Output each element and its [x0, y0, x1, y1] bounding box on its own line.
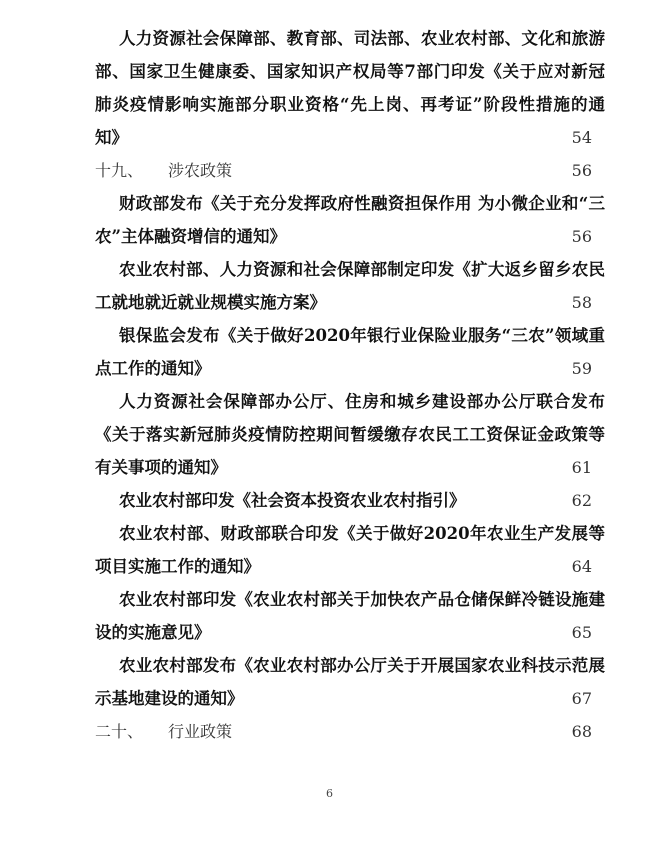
section-title: 行业政策	[168, 722, 233, 741]
section-number: 十九、	[95, 161, 144, 180]
toc-page-number: 65	[571, 623, 592, 642]
toc-page-number: 58	[571, 293, 592, 312]
toc-entry-line: 农业农村部、人力资源和社会保障部制定印发《扩大返乡留乡农民	[119, 260, 605, 279]
page-number-footer: 6	[326, 787, 333, 800]
toc-entry-line: 农”主体融资增信的通知》	[95, 227, 286, 246]
toc-entry-line: 工就地就近就业规模实施方案》	[95, 293, 326, 312]
toc-entry-line: 财政部发布《关于充分发挥政府性融资担保作用 为小微企业和“三	[119, 194, 605, 213]
toc-entry[interactable]	[0, 253, 659, 319]
toc-entry-line: 农业农村部印发《农业农村部关于加快农产品仓储保鲜冷链设施建	[119, 590, 605, 609]
toc-entry[interactable]	[0, 319, 659, 385]
toc-page-number: 56	[571, 161, 592, 180]
section-number: 二十、	[95, 722, 144, 741]
section-title: 涉农政策	[168, 161, 233, 180]
toc-page-number: 67	[571, 689, 592, 708]
toc-page-number: 62	[571, 491, 592, 510]
toc-page-number: 59	[571, 359, 592, 378]
toc-entry[interactable]	[0, 22, 659, 154]
toc-entry[interactable]	[0, 187, 659, 253]
table-of-contents	[0, 22, 659, 748]
toc-page-number: 56	[571, 227, 592, 246]
toc-page-number: 64	[571, 557, 592, 576]
toc-page-number: 68	[571, 722, 592, 741]
toc-page-number: 61	[571, 458, 592, 477]
toc-entry-line: 人力资源社会保障部、教育部、司法部、农业农村部、文化和旅游	[119, 29, 605, 48]
toc-section-heading[interactable]	[0, 715, 659, 748]
toc-entry[interactable]	[0, 517, 659, 583]
toc-entry[interactable]	[0, 583, 659, 649]
toc-entry-line: 示基地建设的通知》	[95, 689, 244, 708]
toc-entry-line: 农业农村部、财政部联合印发《关于做好2020年农业生产发展等	[119, 524, 605, 543]
toc-entry-line: 肺炎疫情影响实施部分职业资格“先上岗、再考证”阶段性措施的通	[95, 95, 605, 114]
toc-entry-line: 有关事项的通知》	[95, 458, 227, 477]
toc-entry-line: 项目实施工作的通知》	[95, 557, 260, 576]
toc-entry-line: 设的实施意见》	[95, 623, 211, 642]
toc-entry-line: 点工作的通知》	[95, 359, 211, 378]
toc-entry[interactable]	[0, 649, 659, 715]
toc-entry-line: 农业农村部印发《社会资本投资农业农村指引》	[119, 491, 466, 510]
toc-entry-line: 人力资源社会保障部办公厅、住房和城乡建设部办公厅联合发布	[119, 392, 605, 411]
toc-entry-line: 部、国家卫生健康委、国家知识产权局等7部门印发《关于应对新冠	[95, 62, 605, 81]
toc-entry[interactable]	[0, 385, 659, 484]
toc-entry-line: 《关于落实新冠肺炎疫情防控期间暂缓缴存农民工工资保证金政策等	[95, 425, 605, 444]
toc-entry-line: 知》	[95, 128, 128, 147]
toc-entry-line: 农业农村部发布《农业农村部办公厅关于开展国家农业科技示范展	[119, 656, 605, 675]
toc-section-heading[interactable]	[0, 154, 659, 187]
toc-entry[interactable]	[0, 484, 659, 517]
toc-entry-line: 银保监会发布《关于做好2020年银行业保险业服务“三农”领域重	[119, 326, 605, 345]
toc-page-number: 54	[571, 128, 592, 147]
